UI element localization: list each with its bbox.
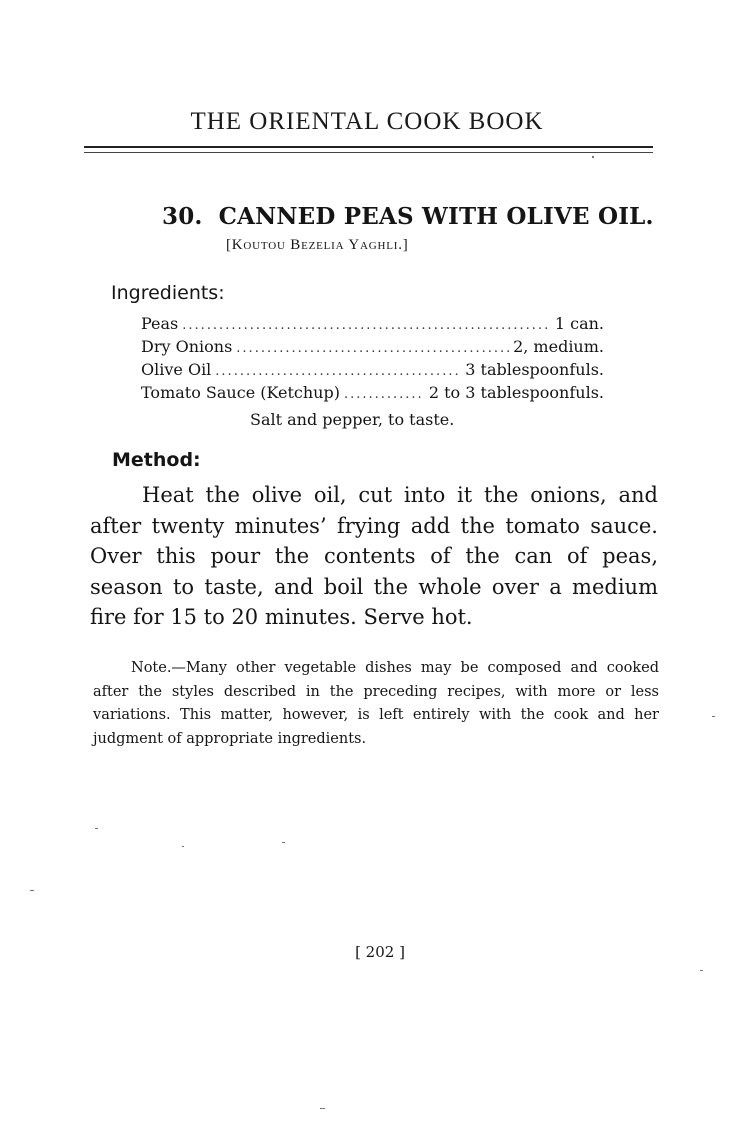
scan-speck <box>182 846 184 847</box>
ingredient-name: Tomato Sauce (Ketchup) <box>141 383 340 402</box>
recipe-number: 30. <box>162 203 203 230</box>
note-paragraph: Note.—Many other vegetable dishes may be composed and cooked after the styles described in the preceding recipes, with more or less variations. This matter, however, is left entirely with the cook and her judgment of appropriate ingredients. <box>93 660 659 747</box>
dot-leader <box>215 364 461 379</box>
scan-speck <box>30 890 34 891</box>
dot-leader <box>236 341 509 356</box>
recipe-heading <box>162 203 654 230</box>
ingredient-amount: 2 to 3 tablespoonfuls. <box>428 383 604 402</box>
header-rule-thin <box>84 152 653 153</box>
ingredient-row <box>141 337 604 360</box>
ingredient-amount: 2, medium. <box>513 337 604 356</box>
ingredient-name: Peas <box>141 314 179 333</box>
scan-speck <box>95 828 98 829</box>
running-head-title: THE ORIENTAL COOK BOOK <box>190 108 544 135</box>
method-paragraph: Heat the olive oil, cut into it the onions, and after twenty minutes’ frying add the tomato sauce. Over this pour the contents of the can of peas, season to taste, and boil the whole over a medium fire for 15 to 20 minutes. Serve hot. <box>90 483 658 629</box>
recipe-title: CANNED PEAS WITH OLIVE OIL. <box>218 203 654 230</box>
ingredient-row <box>141 383 604 406</box>
scan-speck <box>712 716 715 717</box>
ingredient-name: Olive Oil <box>141 360 212 379</box>
scan-speck <box>592 156 594 158</box>
recipe-subtitle: [Koutou Bezelia Yaghli.] <box>226 237 409 253</box>
ingredient-row <box>141 314 604 337</box>
method-heading: Method: <box>112 449 201 471</box>
page-number: [ 202 ] <box>355 943 405 961</box>
scan-speck <box>320 1108 325 1109</box>
dot-leader <box>182 318 551 333</box>
header-rule-thick <box>84 146 653 148</box>
ingredients-heading: Ingredients: <box>111 282 225 304</box>
scan-speck <box>700 970 703 971</box>
ingredient-list <box>141 314 604 406</box>
ingredient-amount: 1 can. <box>554 314 604 333</box>
ingredient-amount: 3 tablespoonfuls. <box>465 360 604 379</box>
dot-leader <box>344 387 425 402</box>
ingredient-name: Dry Onions <box>141 337 233 356</box>
seasoning-line: Salt and pepper, to taste. <box>250 410 455 429</box>
scan-speck <box>282 842 285 843</box>
ingredient-row <box>141 360 604 383</box>
